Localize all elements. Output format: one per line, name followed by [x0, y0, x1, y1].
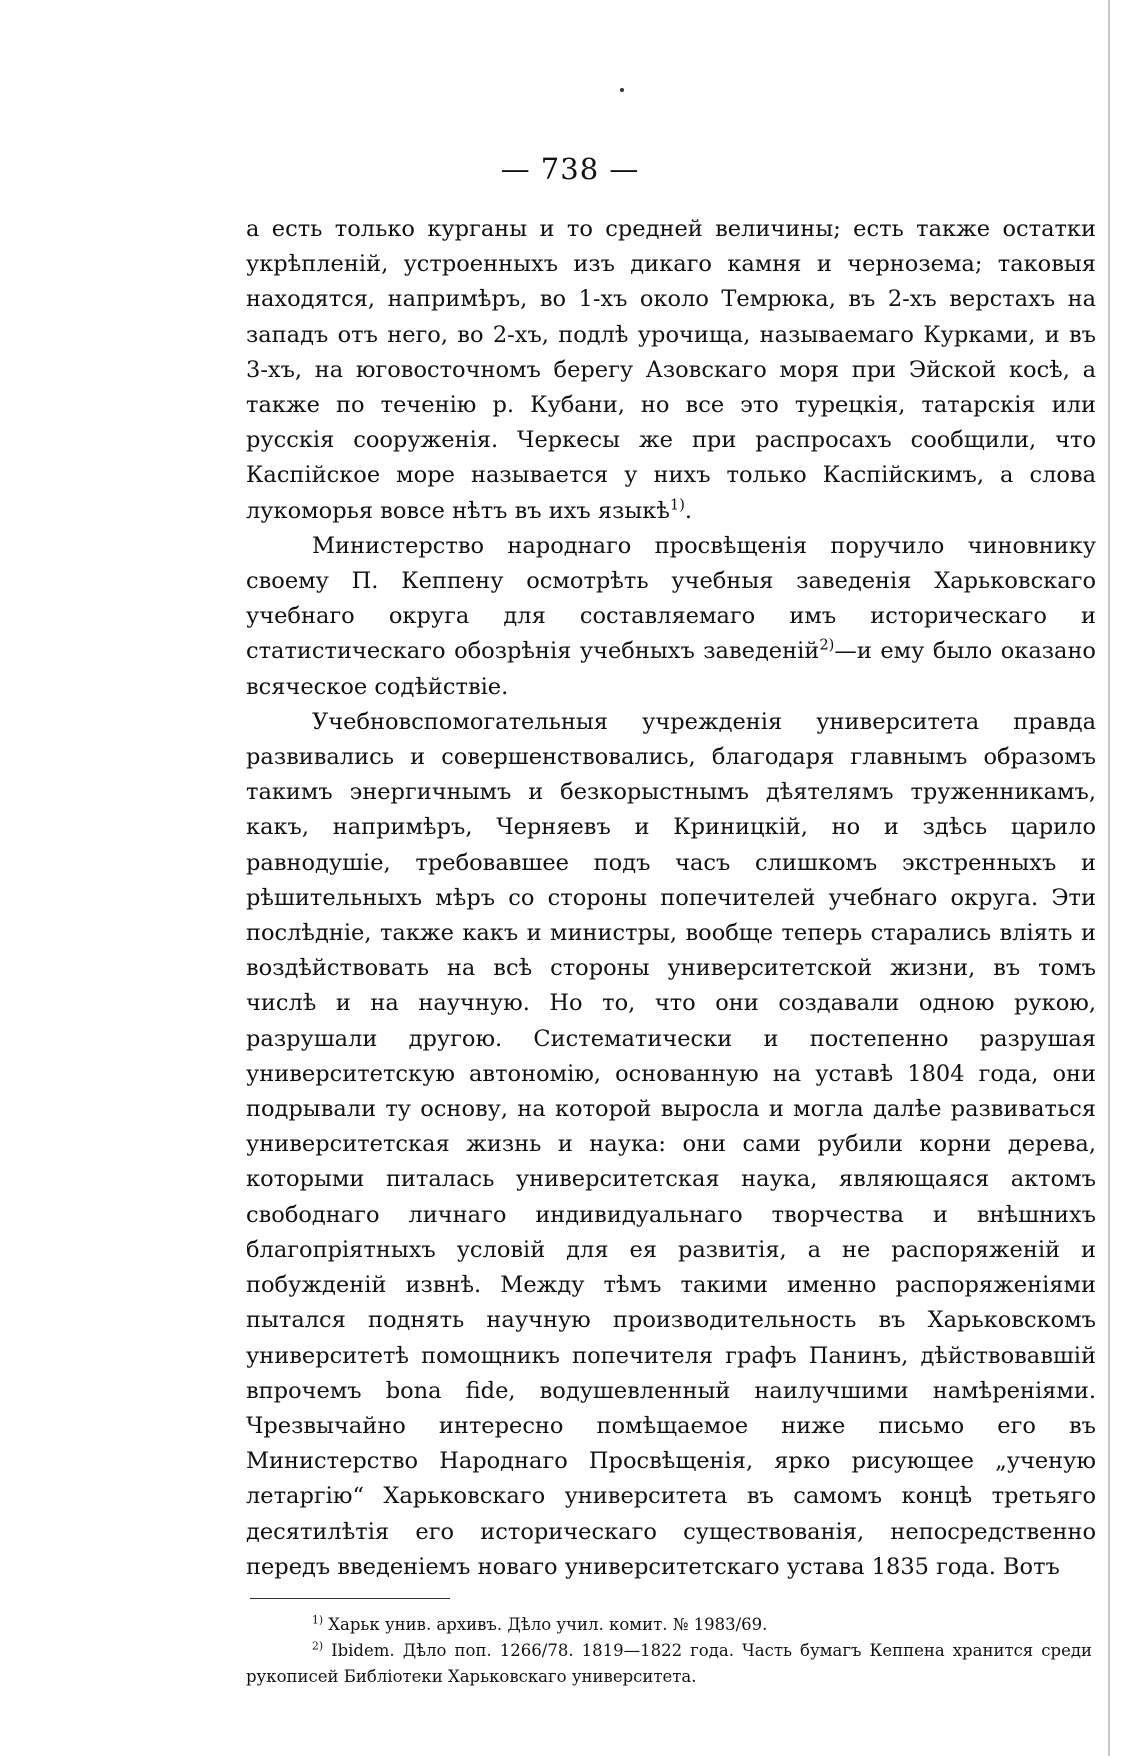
page-edge-line: [1108, 0, 1110, 1756]
footnote-2-text: Ibidem. Дѣло поп. 1266/78. 1819—1822 года. Часть бумагъ Кеппена хранится среди рукописей Библіотеки Харьковскаго университета.: [246, 1641, 1092, 1686]
footnote-2: [246, 1638, 1092, 1690]
footnote-1-text: Харьк унив. архивъ. Дѣло учил. комит. № 1983/69.: [323, 1615, 768, 1634]
print-speck: [620, 88, 624, 92]
paragraph-1-text: а есть только курганы и то средней величины; есть также остатки укрѣпленій, устроенныхъ изъ дикаго камня и чернозема; таковыя находятся, напримѣръ, во 1-хъ около Темрюка, въ 2-хъ верстахъ на западъ отъ него, во 2-хъ, подлѣ урочища, называемаго Курками, и въ 3-хъ, на юговосточномъ берегу Азовскаго моря при Эйской косѣ, а также по теченію р. Кубани, но все это турецкія, татарскія или русскія сооруженія. Черкесы же при распросахъ сообщили, что Каспійское море называется у нихъ только Каспійскимъ, а слова лукоморья вовсе нѣтъ въ ихъ языкѣ: [246, 216, 1096, 524]
footnote-1: [246, 1612, 1092, 1638]
page-number: — 738 —: [500, 152, 640, 186]
footnote-ref-2: 2): [819, 636, 835, 654]
main-text: [246, 212, 1096, 1585]
paragraph-1: [246, 212, 1096, 529]
paragraph-2: [246, 529, 1096, 705]
footnotes: [246, 1612, 1092, 1690]
footnote-separator: [250, 1598, 450, 1599]
footnote-ref-1: 1): [669, 496, 685, 514]
footnote-2-mark: 2): [312, 1639, 324, 1653]
paragraph-3-text: Учебновспомогательныя учрежденія университета правда развивались и совершенствовались, благодаря главнымъ образомъ такимъ энергичнымъ и безкорыстнымъ дѣятелямъ труженникамъ, какъ, напримѣръ, Черняевъ и Криницкій, но и здѣсь царило равнодушіе, требовавшее подъ часъ слишкомъ экстренныхъ и рѣшительныхъ мѣръ со стороны попечителей учебнаго округа. Эти послѣдніе, также какъ и министры, вообще теперь старались вліять и воздѣйствовать на всѣ стороны университетской жизни, въ томъ числѣ и на научную. Но то, что они создавали одною рукою, разрушали другою. Систематически и постепенно разрушая университетскую автономію, основанную на уставѣ 1804 года, они подрывали ту основу, на которой выросла и могла далѣе развиваться университетская жизнь и наука: они сами рубили корни дерева, которыми питалась университетская наука, являющаяся актомъ свободнаго личнаго индивидуальнаго творчества и внѣшнихъ благопріятныхъ условій для ея развитія, а не распоряженій и побужденій извнѣ. Между тѣмъ такими именно распоряженіями пытался поднять научную производительность въ Харьковскомъ университетѣ помощникъ попечителя графъ Панинъ, дѣйствовавшій впрочемъ bona fide, водушевленный наилучшими намѣреніями. Чрезвычайно интересно помѣщаемое ниже письмо его въ Министерство Народнаго Просвѣщенія, ярко рисующее „ученую летаргію“ Харьковскаго университета въ самомъ концѣ третьяго десятилѣтія его историческаго существованія, непосредственно передъ введеніемъ новаго университетскаго устава 1835 года. Вотъ: [246, 708, 1096, 1580]
footnote-1-mark: 1): [312, 1613, 324, 1627]
paragraph-2-text: Министерство народнаго просвѣщенія поручило чиновнику своему П. Кеппену осмотрѣть учебныя заведенія Харьковскаго учебнаго округа для составляемаго имъ историческаго и статистическаго обозрѣнія учебныхъ заведеній: [246, 532, 1096, 665]
paragraph-2-tail: —и ему было оказано всяческое содѣйствіе.: [246, 638, 1096, 700]
paragraph-1-tail: .: [684, 497, 693, 524]
paragraph-3: [246, 705, 1096, 1585]
